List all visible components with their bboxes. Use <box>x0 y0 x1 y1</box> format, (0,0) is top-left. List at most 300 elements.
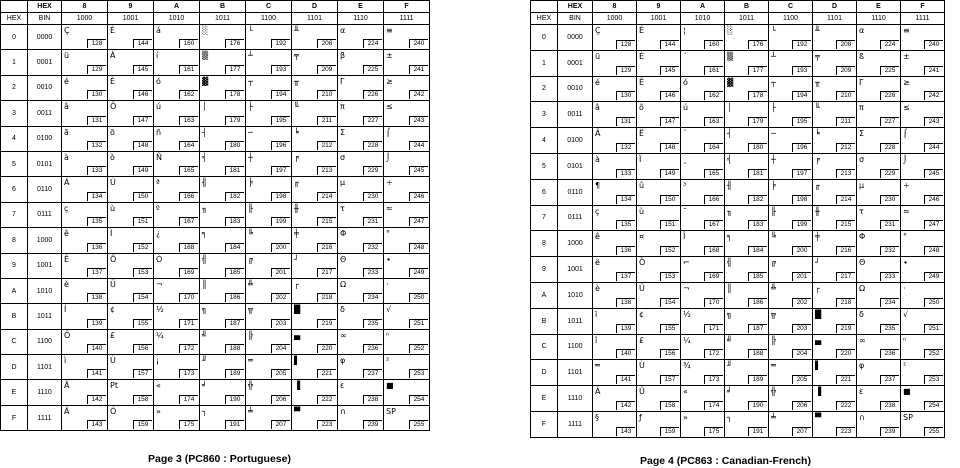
decimal-code: 247 <box>409 217 428 226</box>
char-cell <box>62 50 108 75</box>
column-hex-header: E <box>338 1 384 13</box>
char-cell <box>108 151 154 176</box>
char-cell <box>292 25 338 50</box>
char-glyph: ≡ <box>386 26 393 35</box>
decimal-code: 254 <box>409 395 428 404</box>
decimal-code: 200 <box>792 246 811 255</box>
char-cell <box>246 355 292 380</box>
char-cell <box>384 25 430 50</box>
row-hex: F <box>531 411 558 437</box>
char-glyph: Ô <box>639 258 646 268</box>
decimal-code: 158 <box>660 401 679 410</box>
decimal-code: 238 <box>363 395 382 404</box>
char-cell <box>593 76 637 102</box>
char-cell <box>62 177 108 202</box>
char-glyph: ┴ <box>771 51 776 61</box>
char-cell <box>292 380 338 405</box>
table-row <box>1 304 430 329</box>
row-bin: 0110 <box>28 177 62 202</box>
decimal-code: 179 <box>225 116 244 125</box>
decimal-code: 234 <box>880 298 899 307</box>
char-cell <box>813 50 857 76</box>
decimal-code: 167 <box>704 220 723 229</box>
char-cell <box>154 329 200 354</box>
char-glyph: ▀ <box>294 406 301 416</box>
decimal-code: 248 <box>409 243 428 252</box>
char-glyph: ⌠ <box>386 127 391 137</box>
char-glyph: Ç <box>595 26 601 35</box>
decimal-code: 252 <box>924 349 943 358</box>
char-glyph: ■ <box>903 387 911 397</box>
char-glyph: § <box>595 412 599 422</box>
table-row <box>1 101 430 126</box>
char-cell <box>681 231 725 257</box>
char-cell <box>338 278 384 303</box>
char-glyph: ε <box>859 387 864 397</box>
char-cell <box>637 386 681 412</box>
table-row <box>531 360 945 386</box>
row-hex: 7 <box>531 205 558 231</box>
char-cell <box>681 76 725 102</box>
char-cell <box>901 308 945 334</box>
decimal-code: 132 <box>87 141 106 150</box>
decimal-code: 209 <box>836 66 855 75</box>
decimal-code: 133 <box>616 169 635 178</box>
row-hex: 2 <box>531 76 558 102</box>
char-glyph: Θ <box>340 254 347 264</box>
row-bin: 1100 <box>558 334 593 360</box>
decimal-code: 250 <box>924 298 943 307</box>
row-bin: 1001 <box>28 253 62 278</box>
char-cell <box>813 25 857 51</box>
row-hex: 5 <box>1 151 28 176</box>
char-glyph: ╬ <box>248 381 253 391</box>
char-cell <box>769 25 813 51</box>
decimal-code: 189 <box>748 375 767 384</box>
char-cell <box>384 380 430 405</box>
char-glyph: ª <box>156 178 160 188</box>
decimal-code: 236 <box>880 349 899 358</box>
decimal-code: 195 <box>792 117 811 126</box>
char-cell <box>901 334 945 360</box>
char-glyph: £ <box>110 330 116 340</box>
char-cell <box>637 153 681 179</box>
char-glyph: ┬ <box>248 76 253 86</box>
row-bin: 1011 <box>28 304 62 329</box>
decimal-code: 145 <box>660 66 679 75</box>
char-cell <box>637 179 681 205</box>
char-cell <box>246 25 292 50</box>
char-glyph: £ <box>639 335 645 345</box>
char-glyph: ┴ <box>248 51 253 61</box>
char-cell <box>62 278 108 303</box>
char-cell <box>725 411 769 437</box>
decimal-code: 159 <box>660 427 679 436</box>
char-cell <box>384 253 430 278</box>
row-bin: 0011 <box>28 101 62 126</box>
decimal-code: 241 <box>409 65 428 74</box>
char-glyph: ╨ <box>815 26 820 35</box>
char-glyph: ½ <box>683 309 691 319</box>
char-cell <box>725 76 769 102</box>
char-glyph: ░ <box>202 26 209 35</box>
char-glyph: « <box>156 381 161 391</box>
char-glyph: ╘ <box>294 127 299 137</box>
decimal-code: 160 <box>179 39 198 48</box>
char-glyph: ┤ <box>202 127 207 137</box>
decimal-code: 182 <box>225 192 244 201</box>
row-hex: C <box>531 334 558 360</box>
char-cell <box>292 228 338 253</box>
char-glyph: Í <box>64 305 67 315</box>
row-bin: 0100 <box>558 128 593 154</box>
decimal-code: 251 <box>924 324 943 333</box>
char-glyph: Â <box>64 406 70 416</box>
char-cell <box>200 355 246 380</box>
decimal-code: 185 <box>225 268 244 277</box>
decimal-code: 138 <box>87 293 106 302</box>
char-glyph: ┌ <box>815 283 820 293</box>
row-hex: 5 <box>531 153 558 179</box>
row-hex: D <box>531 360 558 386</box>
column-hex-header: E <box>857 1 901 13</box>
decimal-code: 188 <box>225 344 244 353</box>
char-cell <box>338 355 384 380</box>
char-glyph: ≤ <box>386 102 393 112</box>
char-cell <box>593 308 637 334</box>
char-cell <box>769 231 813 257</box>
char-cell <box>857 360 901 386</box>
char-cell <box>637 360 681 386</box>
char-cell <box>725 153 769 179</box>
char-cell <box>338 177 384 202</box>
char-glyph: ¯ <box>683 206 687 216</box>
char-cell <box>681 179 725 205</box>
char-cell <box>384 304 430 329</box>
char-glyph: ╟ <box>248 203 253 213</box>
decimal-code: 160 <box>704 40 723 49</box>
char-cell <box>813 128 857 154</box>
char-glyph: ┘ <box>294 254 299 264</box>
decimal-code: 243 <box>409 116 428 125</box>
decimal-code: 249 <box>924 272 943 281</box>
char-cell <box>725 334 769 360</box>
char-glyph: Ô <box>110 102 117 112</box>
table-row <box>531 128 945 154</box>
row-hex: B <box>531 308 558 334</box>
bin-header-row <box>1 13 430 25</box>
table-row <box>531 76 945 102</box>
row-hex: 1 <box>1 50 28 75</box>
char-glyph: ╛ <box>202 381 207 391</box>
hex-header-row <box>531 1 945 13</box>
char-glyph: ß <box>859 51 865 61</box>
char-cell <box>62 126 108 151</box>
char-glyph: Û <box>639 387 645 397</box>
decimal-code: 198 <box>792 195 811 204</box>
char-cell <box>62 380 108 405</box>
char-cell <box>593 179 637 205</box>
char-glyph: ƒ <box>639 412 642 422</box>
hex-label: HEX <box>531 13 558 25</box>
char-glyph: ═ <box>595 361 600 371</box>
char-cell <box>384 101 430 126</box>
char-glyph: ó <box>683 77 688 87</box>
decimal-code: 156 <box>660 349 679 358</box>
row-bin: 0100 <box>28 126 62 151</box>
char-cell <box>154 304 200 329</box>
decimal-code: 240 <box>409 39 428 48</box>
row-bin: 1011 <box>558 308 593 334</box>
char-glyph: Ó <box>110 406 117 416</box>
char-glyph: ñ <box>156 127 162 137</box>
char-glyph: « <box>683 387 688 397</box>
char-cell <box>637 282 681 308</box>
column-hex-header: 9 <box>637 1 681 13</box>
char-cell <box>292 355 338 380</box>
char-cell <box>857 334 901 360</box>
char-cell <box>200 405 246 430</box>
char-cell <box>769 76 813 102</box>
char-glyph: Σ <box>859 129 865 139</box>
char-cell <box>725 205 769 231</box>
char-cell <box>593 334 637 360</box>
decimal-code: 218 <box>317 293 336 302</box>
char-glyph: Ë <box>639 129 645 139</box>
char-glyph: Σ <box>340 127 346 137</box>
decimal-code: 224 <box>363 39 382 48</box>
char-cell <box>857 76 901 102</box>
char-cell <box>108 380 154 405</box>
code-table <box>530 0 945 438</box>
char-glyph: ⌐ <box>683 258 690 268</box>
char-cell <box>292 126 338 151</box>
char-cell <box>338 228 384 253</box>
decimal-code: 151 <box>660 220 679 229</box>
char-glyph: ¼ <box>156 330 164 340</box>
decimal-code: 251 <box>409 319 428 328</box>
decimal-code: 177 <box>748 66 767 75</box>
decimal-code: 204 <box>271 344 290 353</box>
char-cell <box>62 304 108 329</box>
char-glyph: SP <box>903 412 913 422</box>
char-cell <box>154 126 200 151</box>
char-glyph: Ù <box>639 361 645 371</box>
char-cell <box>593 153 637 179</box>
char-cell <box>338 25 384 50</box>
char-cell <box>857 25 901 51</box>
column-bin-header: 1000 <box>62 13 108 25</box>
char-cell <box>292 304 338 329</box>
char-glyph: ╔ <box>771 258 776 268</box>
char-glyph: õ <box>110 127 115 137</box>
char-glyph: ½ <box>156 305 164 315</box>
decimal-code: 255 <box>409 420 428 429</box>
decimal-code: 142 <box>87 395 106 404</box>
char-cell <box>246 151 292 176</box>
column-hex-header: 8 <box>593 1 637 13</box>
char-cell <box>725 282 769 308</box>
char-glyph: ¡ <box>156 356 160 366</box>
char-cell <box>901 179 945 205</box>
decimal-code: 134 <box>616 195 635 204</box>
char-glyph: ∩ <box>859 412 865 422</box>
char-cell <box>769 102 813 128</box>
table-row <box>1 405 430 430</box>
char-cell <box>769 386 813 412</box>
char-glyph: ã <box>64 127 69 137</box>
char-cell <box>292 75 338 100</box>
char-cell <box>901 205 945 231</box>
decimal-code: 201 <box>271 268 290 277</box>
decimal-code: 132 <box>616 143 635 152</box>
char-cell <box>769 411 813 437</box>
decimal-code: 235 <box>363 319 382 328</box>
char-cell <box>593 282 637 308</box>
char-glyph: ò <box>110 152 115 162</box>
decimal-code: 130 <box>616 91 635 100</box>
decimal-code: 205 <box>792 375 811 384</box>
row-hex: C <box>1 329 28 354</box>
char-glyph: ┼ <box>248 152 253 162</box>
decimal-code: 171 <box>179 319 198 328</box>
decimal-code: 227 <box>880 117 899 126</box>
decimal-code: 174 <box>704 401 723 410</box>
decimal-code: 213 <box>836 169 855 178</box>
column-hex-header: B <box>725 1 769 13</box>
row-bin: 1000 <box>558 231 593 257</box>
decimal-code: 194 <box>792 91 811 100</box>
row-hex: E <box>1 380 28 405</box>
decimal-code: 158 <box>133 395 152 404</box>
decimal-code: 135 <box>616 220 635 229</box>
char-glyph: Γ <box>859 77 864 87</box>
table-row <box>1 380 430 405</box>
char-cell <box>593 386 637 412</box>
decimal-code: 190 <box>748 401 767 410</box>
char-cell <box>62 253 108 278</box>
decimal-code: 246 <box>924 195 943 204</box>
char-glyph: ╛ <box>727 387 732 397</box>
char-cell <box>154 50 200 75</box>
char-cell <box>338 405 384 430</box>
char-glyph: ü <box>595 51 601 61</box>
char-glyph: ╙ <box>815 103 820 113</box>
decimal-code: 168 <box>704 246 723 255</box>
decimal-code: 147 <box>133 116 152 125</box>
char-glyph: ç <box>595 206 600 216</box>
row-bin: 0111 <box>28 202 62 227</box>
char-glyph: ⁿ <box>386 330 390 340</box>
decimal-code: 196 <box>792 143 811 152</box>
decimal-code: 194 <box>271 90 290 99</box>
decimal-code: 236 <box>363 344 382 353</box>
char-glyph: ╟ <box>771 206 776 216</box>
decimal-code: 230 <box>363 192 382 201</box>
char-glyph: û <box>639 180 645 190</box>
char-glyph: └ <box>771 26 776 35</box>
char-glyph: ² <box>386 356 390 366</box>
decimal-code: 197 <box>792 169 811 178</box>
char-cell <box>681 386 725 412</box>
decimal-code: 208 <box>836 40 855 49</box>
char-cell <box>338 202 384 227</box>
char-glyph: ╗ <box>727 309 732 319</box>
char-glyph: ╘ <box>815 129 820 139</box>
char-cell <box>154 253 200 278</box>
decimal-code: 137 <box>616 272 635 281</box>
row-hex: 8 <box>1 228 28 253</box>
char-glyph: ╧ <box>248 406 253 416</box>
decimal-code: 153 <box>660 272 679 281</box>
column-bin-header: 1111 <box>901 13 945 25</box>
char-cell <box>681 205 725 231</box>
char-glyph: ╚ <box>771 232 776 242</box>
decimal-code: 200 <box>271 243 290 252</box>
char-glyph: ╡ <box>727 154 732 164</box>
column-bin-header: 1101 <box>292 13 338 25</box>
column-hex-header: 9 <box>108 1 154 13</box>
decimal-code: 128 <box>87 39 106 48</box>
char-glyph: ╫ <box>815 206 820 216</box>
char-glyph: ù <box>110 203 116 213</box>
column-bin-header: 1110 <box>857 13 901 25</box>
decimal-code: 188 <box>748 349 767 358</box>
char-glyph: » <box>156 406 161 416</box>
char-glyph: À <box>595 387 601 397</box>
char-cell <box>292 278 338 303</box>
table-row <box>1 25 430 50</box>
char-glyph: ═ <box>248 356 253 366</box>
char-cell <box>292 177 338 202</box>
decimal-code: 228 <box>363 141 382 150</box>
char-cell <box>292 329 338 354</box>
row-hex: 6 <box>1 177 28 202</box>
decimal-code: 225 <box>880 66 899 75</box>
decimal-code: 173 <box>179 369 198 378</box>
decimal-code: 141 <box>616 375 635 384</box>
decimal-code: 142 <box>616 401 635 410</box>
char-glyph: ε <box>340 381 345 391</box>
char-glyph: Ì <box>110 229 113 239</box>
decimal-code: 128 <box>616 40 635 49</box>
decimal-code: 249 <box>409 268 428 277</box>
decimal-code: 205 <box>271 369 290 378</box>
code-page-4 <box>530 0 945 467</box>
char-glyph: τ <box>340 203 345 213</box>
decimal-code: 239 <box>363 420 382 429</box>
decimal-code: 253 <box>924 375 943 384</box>
char-cell <box>813 231 857 257</box>
char-cell <box>769 50 813 76</box>
char-cell <box>246 228 292 253</box>
decimal-code: 228 <box>880 143 899 152</box>
char-cell <box>769 282 813 308</box>
decimal-code: 176 <box>748 40 767 49</box>
row-hex: 3 <box>531 102 558 128</box>
char-glyph: ╥ <box>294 76 299 86</box>
char-cell <box>200 329 246 354</box>
char-cell <box>901 25 945 51</box>
decimal-code: 161 <box>179 65 198 74</box>
decimal-code: 237 <box>363 369 382 378</box>
char-cell <box>200 50 246 75</box>
char-cell <box>593 25 637 51</box>
char-glyph: ╜ <box>202 356 207 366</box>
decimal-code: 192 <box>271 39 290 48</box>
column-bin-header: 1001 <box>637 13 681 25</box>
row-bin: 0000 <box>28 25 62 50</box>
